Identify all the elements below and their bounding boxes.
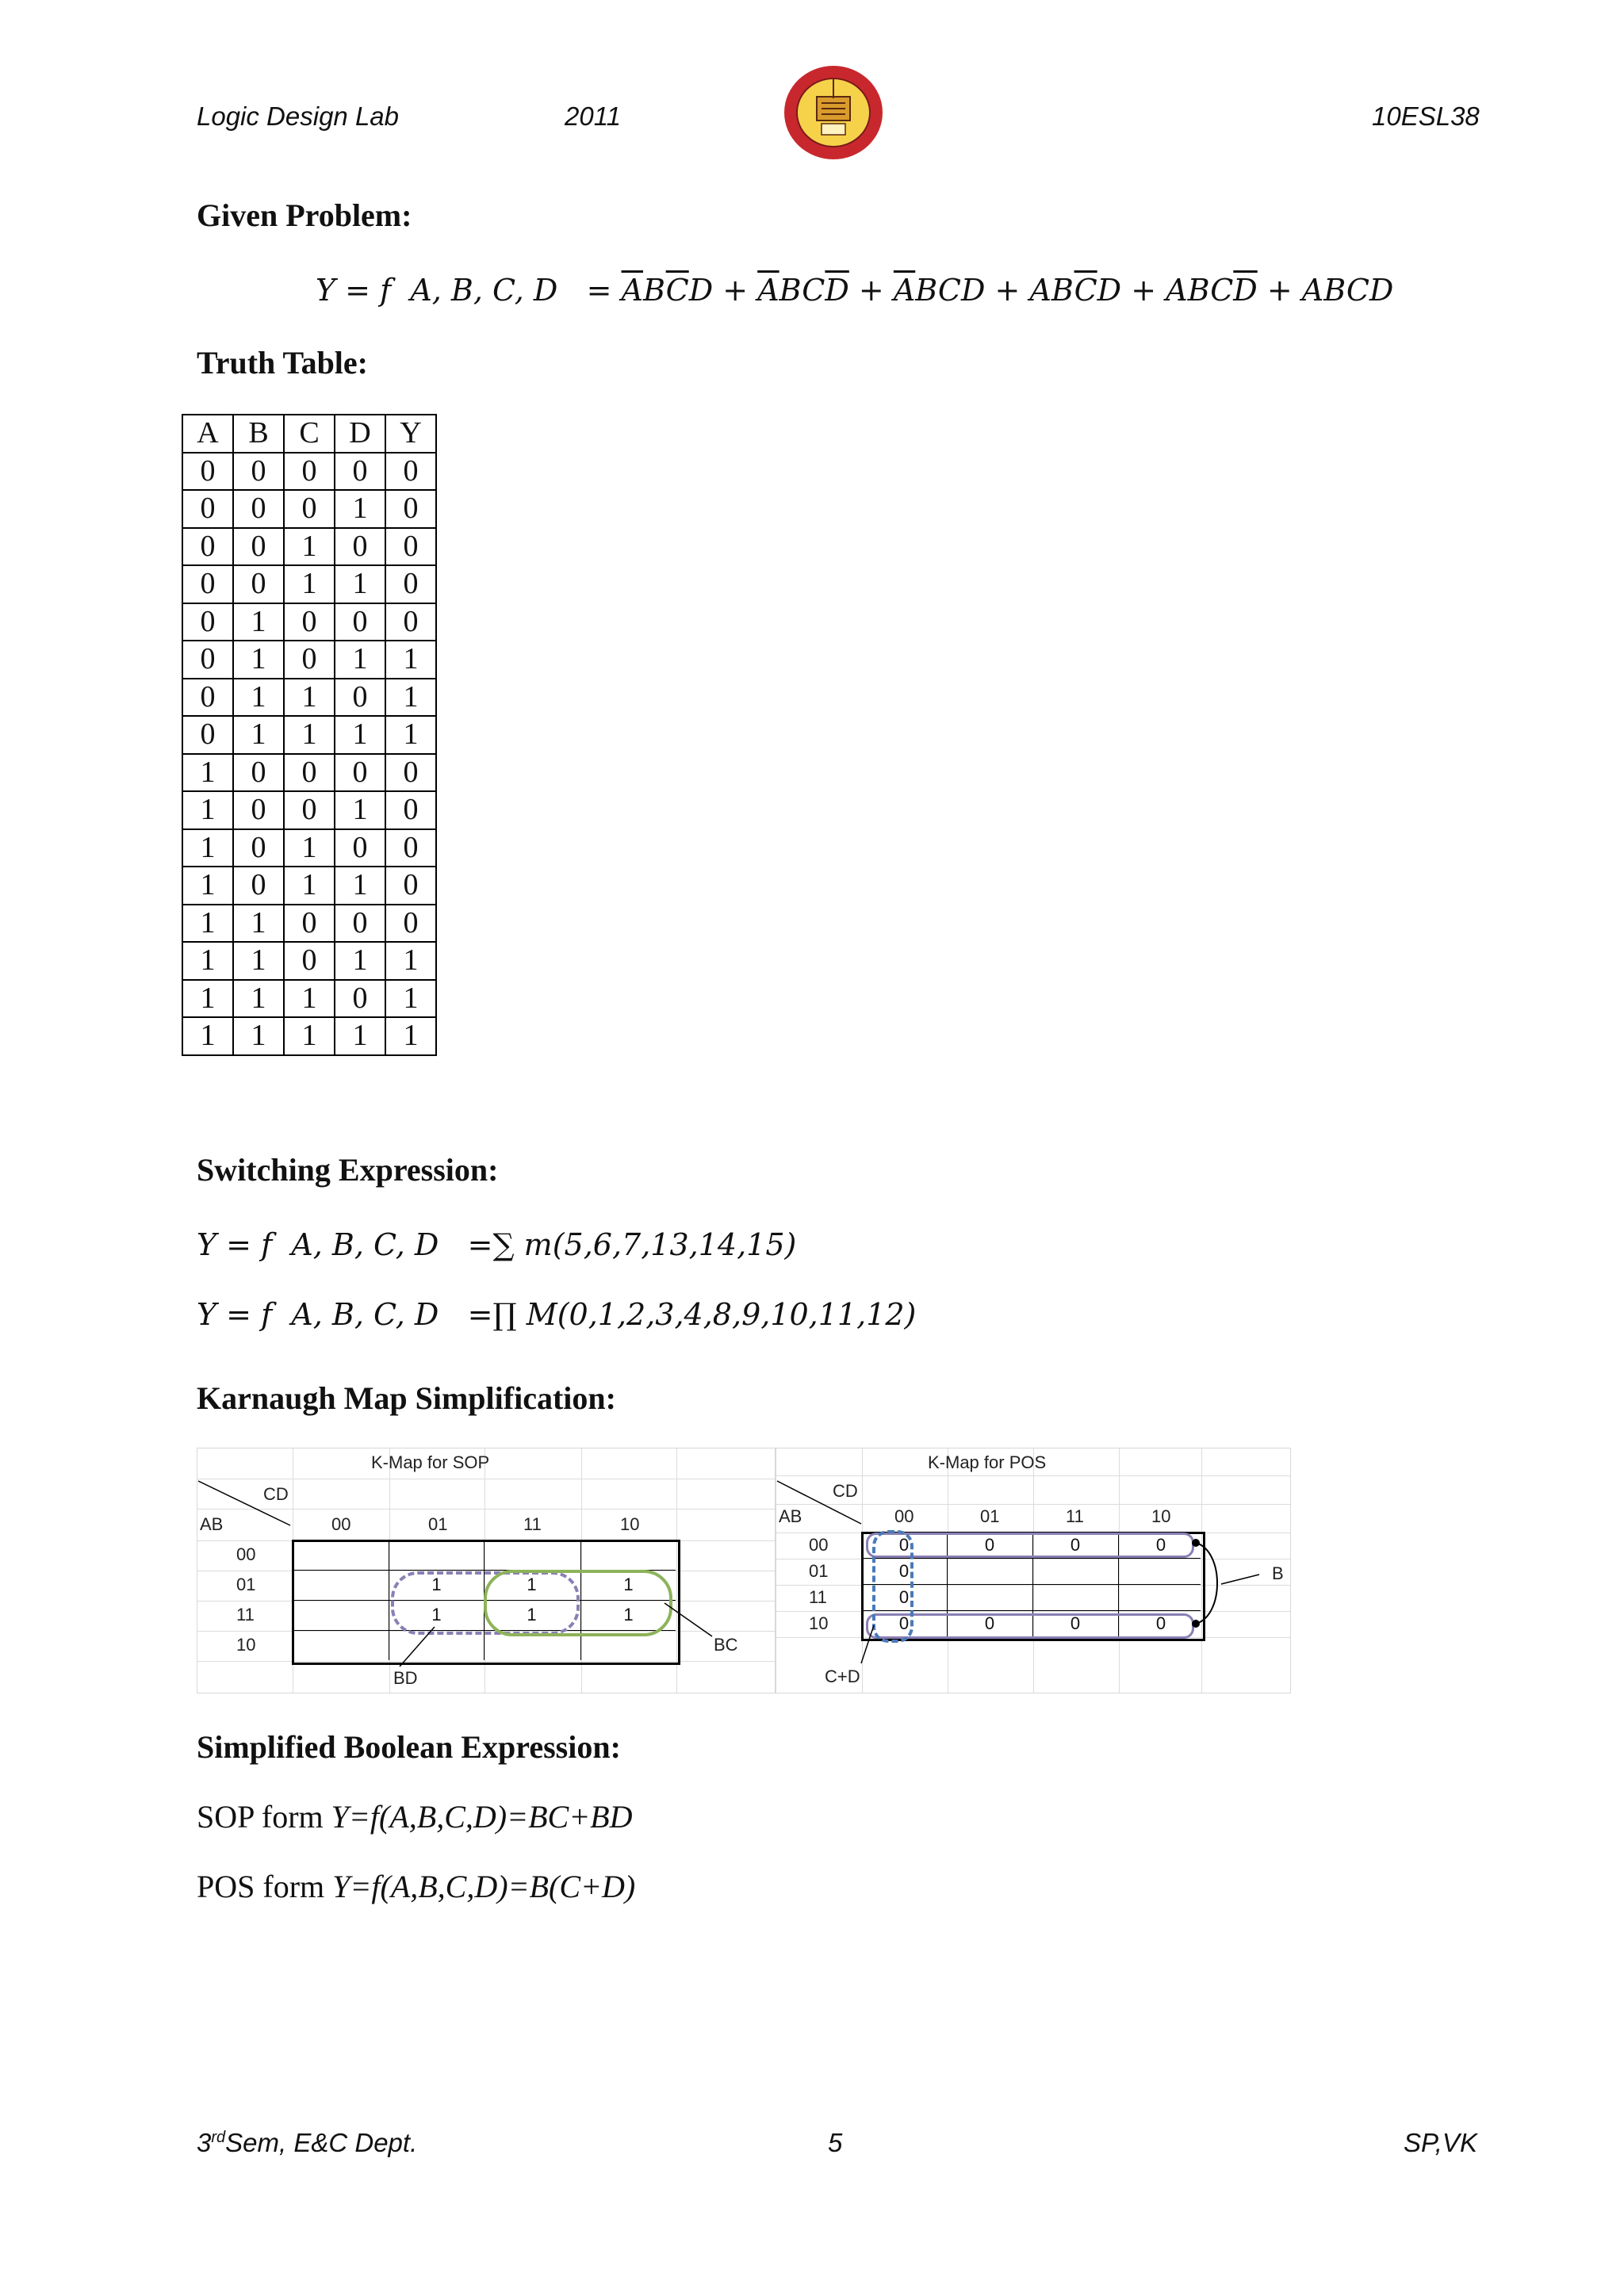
truth-table-cell: 1	[284, 829, 335, 867]
kmap-sop-col-label: 10	[620, 1514, 640, 1534]
truth-table	[182, 414, 437, 1056]
truth-table-row	[182, 867, 436, 905]
kmap-pos-cd-label: CD	[833, 1481, 858, 1501]
kmap-sop-cell: 1	[431, 1575, 442, 1594]
plus-sign: +	[985, 273, 1030, 308]
truth-table-row	[182, 641, 436, 679]
literal-d: D	[688, 273, 714, 308]
truth-table-cell: 0	[182, 716, 233, 754]
truth-table-cell: 1	[233, 679, 284, 717]
kmap-pos-row-label: 00	[809, 1535, 829, 1555]
literal-c-bar: $\overline{C}$	[665, 273, 689, 308]
truth-table-cell: 0	[385, 829, 436, 867]
given-eq: =	[586, 273, 612, 308]
kmap-pos-row-label: 01	[809, 1561, 829, 1581]
kmap-sop-label-bd: BD	[393, 1668, 418, 1688]
sw2-op: =∏	[467, 1297, 517, 1332]
truth-table-cell: 0	[335, 679, 385, 717]
truth-table-cell: 0	[385, 603, 436, 641]
plus-sign: +	[713, 273, 758, 308]
kmap-pos-cell: 0	[1155, 1535, 1166, 1555]
plus-sign: +	[1121, 273, 1166, 308]
literal-c: C	[1346, 273, 1369, 308]
truth-table-cell: 1	[182, 1017, 233, 1055]
kmap-pos-cell: 0	[898, 1613, 910, 1633]
truth-table-cell: 0	[233, 565, 284, 603]
truth-table-cell: 1	[385, 1017, 436, 1055]
truth-table-cell: 1	[385, 716, 436, 754]
kmap-sop-col-label: 00	[331, 1514, 351, 1534]
sw1-rhs: m(5,6,7,13,14,15)	[523, 1227, 797, 1262]
truth-table-row	[182, 528, 436, 566]
pos-form-prefix: POS form	[197, 1869, 333, 1904]
literal-d-bar: $\overline{D}$	[825, 273, 849, 308]
truth-table-cell: 1	[182, 942, 233, 980]
truth-table-cell: 1	[335, 490, 385, 528]
kmap-pos-col-label: 00	[894, 1506, 914, 1526]
truth-table-cell: 0	[233, 754, 284, 792]
kmap-sop-row-label: 10	[236, 1635, 256, 1655]
truth-table-cell: 1	[335, 791, 385, 829]
truth-table-row	[182, 791, 436, 829]
truth-table-cell: 0	[284, 791, 335, 829]
truth-table-cell: 1	[182, 791, 233, 829]
literal-b: B	[1051, 273, 1074, 308]
truth-table-cell: 0	[284, 754, 335, 792]
truth-table-cell: 0	[284, 453, 335, 491]
literal-c: C	[937, 273, 961, 308]
truth-table-header-a: A	[182, 415, 233, 453]
kmap-pos-row-label: 11	[809, 1587, 827, 1607]
truth-table-cell: 0	[233, 791, 284, 829]
truth-table-cell: 0	[182, 679, 233, 717]
truth-table-cell: 0	[233, 528, 284, 566]
truth-table-header-d: D	[335, 415, 385, 453]
truth-table-header-row	[182, 415, 436, 453]
plus-sign: +	[1257, 273, 1302, 308]
sop-form-line	[197, 1798, 633, 1835]
truth-table-cell: 0	[284, 905, 335, 943]
truth-table-header-c: C	[284, 415, 335, 453]
truth-table-cell: 0	[385, 565, 436, 603]
truth-table-cell: 1	[335, 641, 385, 679]
kmap-pos-row-label: 10	[809, 1613, 829, 1633]
kmap-sop-cell: 1	[623, 1575, 634, 1594]
truth-table-cell: 0	[335, 980, 385, 1018]
truth-table-cell: 0	[182, 528, 233, 566]
truth-table-cell: 0	[182, 453, 233, 491]
truth-table-cell: 0	[335, 754, 385, 792]
truth-table-row	[182, 980, 436, 1018]
term-5	[1166, 273, 1258, 308]
truth-table-cell: 0	[284, 490, 335, 528]
kmap-pos-cell: 0	[898, 1535, 910, 1555]
given-lhs: Y = f	[316, 273, 392, 308]
truth-table-cell: 1	[182, 754, 233, 792]
truth-table-cell: 0	[335, 829, 385, 867]
kmap-pos-title: K-Map for POS	[928, 1452, 1047, 1472]
truth-table-cell: 0	[385, 490, 436, 528]
literal-b: B	[915, 273, 938, 308]
truth-table-cell: 0	[385, 754, 436, 792]
term-6	[1302, 273, 1394, 308]
truth-table-row	[182, 905, 436, 943]
truth-table-cell: 1	[233, 1017, 284, 1055]
truth-table-cell: 1	[233, 641, 284, 679]
truth-table-row	[182, 490, 436, 528]
truth-table-row	[182, 829, 436, 867]
truth-table-cell: 1	[233, 603, 284, 641]
sw2-lhs: Y = f	[197, 1297, 273, 1332]
kmap-sop-col-label: 11	[523, 1514, 542, 1534]
truth-table-cell: 1	[335, 716, 385, 754]
kmap-sop-label-bc: BC	[714, 1635, 738, 1655]
literal-a: A	[1301, 273, 1324, 308]
kmap-pos-cell: 0	[984, 1535, 995, 1555]
literal-d: D	[1369, 273, 1394, 308]
truth-table-row	[182, 603, 436, 641]
truth-table-cell: 0	[182, 490, 233, 528]
truth-table-cell: 1	[385, 942, 436, 980]
truth-table-cell: 1	[335, 942, 385, 980]
literal-a: A	[1029, 273, 1051, 308]
truth-table-cell: 1	[284, 679, 335, 717]
kmap-pos-cell: 0	[1070, 1535, 1081, 1555]
sw2-rhs: M(0,1,2,3,4,8,9,10,11,12)	[526, 1297, 917, 1332]
heading-truth-table: Truth Table:	[197, 345, 368, 381]
sw2-args: A, B, C, D	[291, 1297, 439, 1332]
truth-table-cell: 1	[284, 867, 335, 905]
truth-table-cell: 1	[182, 829, 233, 867]
kmap-pos-ab-label: AB	[779, 1506, 802, 1526]
literal-a-bar: $\overline{A}$	[757, 273, 779, 308]
truth-table-cell: 0	[233, 867, 284, 905]
literal-a: A	[1166, 273, 1188, 308]
kmap-sop-col-label: 01	[428, 1514, 448, 1534]
literal-b: B	[779, 273, 802, 308]
truth-table-cell: 0	[284, 603, 335, 641]
kmap-sop-row-label: 00	[236, 1544, 256, 1564]
literal-a-bar: $\overline{A}$	[893, 273, 916, 308]
literal-d-bar: $\overline{D}$	[1233, 273, 1258, 308]
truth-table-cell: 0	[385, 528, 436, 566]
pos-form-expression: Y=f(A,B,C,D)=B(C+D)	[332, 1869, 636, 1904]
truth-table-cell: 1	[385, 980, 436, 1018]
literal-c-bar: $\overline{C}$	[1074, 273, 1097, 308]
literal-d: D	[1097, 273, 1122, 308]
kmap-pos-label-b: B	[1272, 1563, 1284, 1583]
kmap-sop-cell: 1	[527, 1605, 537, 1624]
heading-simplified-expression: Simplified Boolean Expression:	[197, 1729, 621, 1765]
kmap-sop-cell: 1	[527, 1575, 537, 1594]
kmap-sop-title: K-Map for SOP	[371, 1452, 490, 1472]
truth-table-cell: 1	[335, 565, 385, 603]
term-3	[894, 273, 986, 308]
truth-table-cell: 0	[335, 905, 385, 943]
truth-table-cell: 1	[284, 528, 335, 566]
minterm-expression	[197, 1227, 796, 1262]
truth-table-row	[182, 565, 436, 603]
literal-c: C	[1210, 273, 1234, 308]
kmap-pos-cell: 0	[898, 1587, 910, 1607]
literal-c: C	[802, 273, 825, 308]
kmap-pos-col-label: 01	[980, 1506, 1000, 1526]
truth-table-cell: 0	[182, 565, 233, 603]
literal-b: B	[1187, 273, 1211, 308]
truth-table-cell: 1	[233, 905, 284, 943]
truth-table-row	[182, 453, 436, 491]
kmap-sop-cell: 1	[623, 1605, 634, 1624]
college-seal-logo	[782, 63, 885, 162]
kmap-pos-cell: 0	[1155, 1613, 1166, 1633]
truth-table-body	[182, 453, 436, 1055]
term-2	[757, 273, 849, 308]
footer-sem-num: 3	[197, 2128, 212, 2157]
truth-table-row	[182, 754, 436, 792]
truth-table-cell: 0	[233, 490, 284, 528]
truth-table-cell: 1	[284, 716, 335, 754]
kmap-pos-cell: 0	[1070, 1613, 1081, 1633]
literal-b: B	[1323, 273, 1346, 308]
truth-table-row	[182, 942, 436, 980]
kmap-pos-label-cd: C+D	[825, 1667, 860, 1686]
truth-table-cell: 1	[385, 679, 436, 717]
plus-sign: +	[848, 273, 894, 308]
truth-table-cell: 0	[335, 528, 385, 566]
truth-table-cell: 0	[284, 641, 335, 679]
truth-table-cell: 0	[284, 942, 335, 980]
truth-table-cell: 1	[335, 867, 385, 905]
given-args: A, B, C, D	[410, 273, 558, 308]
truth-table-cell: 1	[284, 565, 335, 603]
kmap-sop-row-label: 01	[236, 1575, 256, 1594]
sop-form-expression: Y=f(A,B,C,D)=BC+BD	[331, 1799, 633, 1835]
kmap-sop-cd-label: CD	[263, 1484, 289, 1504]
term-4	[1029, 273, 1121, 308]
truth-table-cell: 0	[335, 453, 385, 491]
truth-table-cell: 1	[182, 867, 233, 905]
literal-b: B	[643, 273, 666, 308]
kmap-pos-cell: 0	[984, 1613, 995, 1633]
kmap-pos-col-label: 10	[1151, 1506, 1171, 1526]
truth-table-cell: 0	[233, 829, 284, 867]
truth-table-cell: 0	[182, 641, 233, 679]
sw1-args: A, B, C, D	[291, 1227, 439, 1262]
truth-table-cell: 0	[385, 905, 436, 943]
kmap-sop-leaders	[197, 1448, 774, 1692]
truth-table-header-b: B	[233, 415, 284, 453]
kmap-pos	[776, 1448, 1289, 1692]
given-expression	[316, 273, 1393, 308]
truth-table-cell: 0	[182, 603, 233, 641]
kmap-pos-cell: 0	[898, 1561, 910, 1581]
pos-form-line	[197, 1868, 635, 1905]
header-code: 10ESL38	[1372, 101, 1480, 131]
header-year: 2011	[565, 101, 621, 131]
truth-table-row	[182, 679, 436, 717]
footer-sem-sup: rd	[211, 2129, 226, 2146]
truth-table-cell: 1	[385, 641, 436, 679]
heading-switching-expression: Switching Expression:	[197, 1152, 499, 1188]
footer-authors: SP,VK	[1404, 2128, 1477, 2157]
truth-table-cell: 1	[233, 980, 284, 1018]
literal-d: D	[961, 273, 986, 308]
literal-a-bar: $\overline{A}$	[621, 273, 643, 308]
sw1-lhs: Y = f	[197, 1227, 273, 1262]
maxterm-expression	[197, 1297, 916, 1332]
truth-table-row	[182, 1017, 436, 1055]
truth-table-cell: 0	[335, 603, 385, 641]
truth-table-cell: 0	[385, 791, 436, 829]
truth-table-cell: 1	[182, 980, 233, 1018]
truth-table-row	[182, 716, 436, 754]
header-title: Logic Design Lab	[197, 101, 400, 131]
given-terms	[622, 273, 1394, 308]
truth-table-cell: 1	[233, 942, 284, 980]
footer-sem-rest: Sem, E&C Dept.	[225, 2128, 418, 2157]
truth-table-cell: 0	[233, 453, 284, 491]
footer-page-number: 5	[828, 2128, 843, 2157]
heading-kmap-simplification: Karnaugh Map Simplification:	[197, 1380, 616, 1416]
truth-table-header-y: Y	[385, 415, 436, 453]
term-1	[622, 273, 714, 308]
truth-table-cell: 1	[335, 1017, 385, 1055]
heading-given-problem: Given Problem:	[197, 197, 412, 233]
truth-table-cell: 1	[182, 905, 233, 943]
truth-table-cell: 1	[284, 980, 335, 1018]
truth-table-cell: 0	[385, 867, 436, 905]
truth-table-cell: 1	[233, 716, 284, 754]
sop-form-prefix: SOP form	[197, 1799, 331, 1835]
sw1-op: =∑	[467, 1227, 515, 1262]
footer-semester	[197, 2128, 417, 2158]
truth-table-cell: 0	[385, 453, 436, 491]
kmap-pos-leaders	[776, 1448, 1289, 1692]
kmap-sop-row-label: 11	[236, 1605, 255, 1624]
kmap-pos-col-label: 11	[1066, 1506, 1084, 1526]
truth-table-cell: 1	[284, 1017, 335, 1055]
kmap-sop-ab-label: AB	[200, 1514, 224, 1534]
kmap-sop	[197, 1448, 774, 1692]
kmap-sop-cell: 1	[431, 1605, 442, 1624]
